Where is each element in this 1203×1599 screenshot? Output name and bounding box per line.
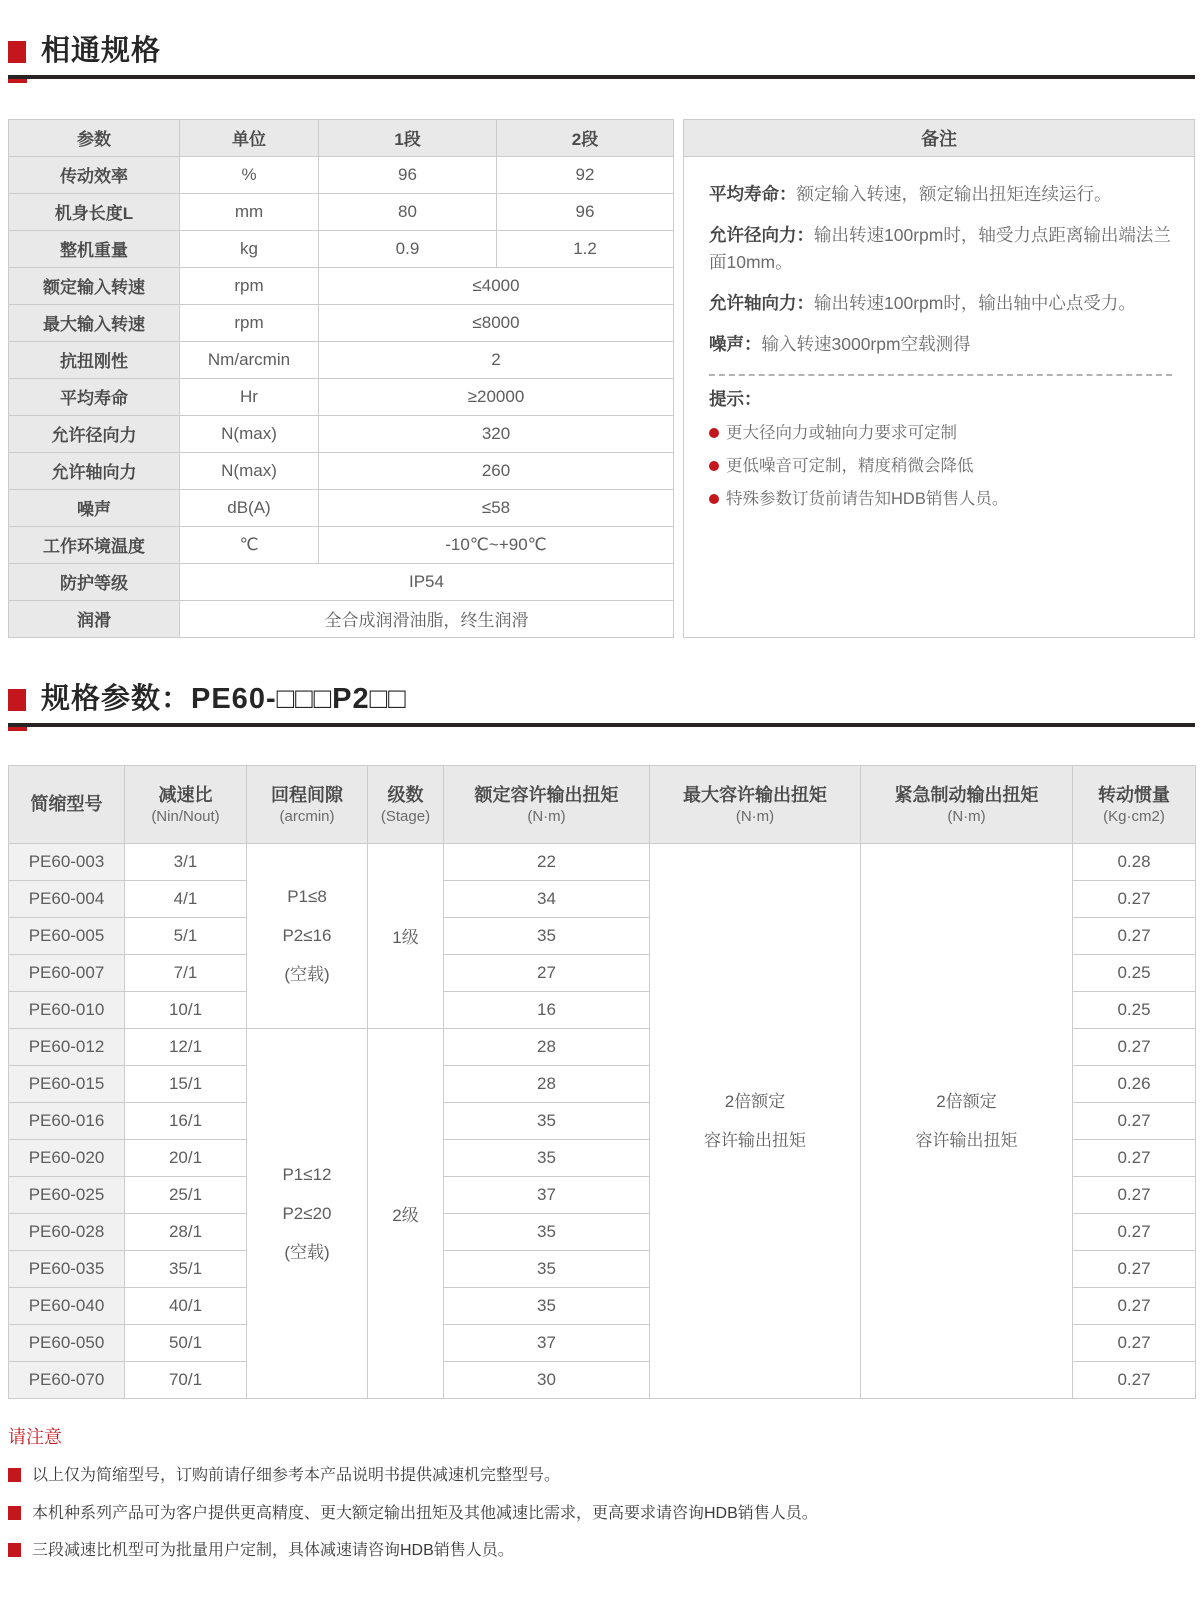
torque-cell: 35: [444, 1213, 650, 1250]
inertia-cell: 0.25: [1073, 991, 1196, 1028]
inertia-cell: 0.27: [1073, 880, 1196, 917]
col-header-max-torque: 最大容许输出扭矩 (N·m): [650, 765, 861, 843]
col-header-unit: 单位: [180, 119, 319, 156]
ratio-cell: 20/1: [125, 1139, 247, 1176]
tips-title: 提示：: [709, 388, 762, 409]
ratio-cell: 12/1: [125, 1028, 247, 1065]
table-row: [9, 563, 674, 600]
tip-item: 更大径向力或轴向力要求可定制: [709, 422, 1172, 444]
torque-cell: 35: [444, 1287, 650, 1324]
remark-paragraph: [709, 222, 1172, 276]
notes-title: 请注意: [8, 1426, 62, 1447]
col-header-backlash: 回程间隙 (arcmin): [247, 765, 368, 843]
table-row: [9, 341, 674, 378]
col-header-rated-torque: 额定容许输出扭矩 (N·m): [444, 765, 650, 843]
common-specs-area: [8, 119, 1195, 638]
section-title: 规格参数：PE60-□□□P2□□: [41, 682, 407, 715]
table-row: [9, 600, 674, 637]
unit-cell: dB(A): [180, 489, 319, 526]
table-row: [9, 415, 674, 452]
table-row: [9, 843, 1196, 880]
red-square-bullet-icon: [8, 1543, 21, 1557]
note-text: 三段减速比机型可为批量用户定制，具体减速请咨询HDB销售人员。: [32, 1542, 514, 1560]
param-label: 噪声: [9, 489, 180, 526]
param-label: 工作环境温度: [9, 526, 180, 563]
note-item: [8, 1466, 1195, 1487]
inertia-cell: 0.27: [1073, 1324, 1196, 1361]
table-row: [9, 489, 674, 526]
stage-group2-cell: 2级: [368, 1028, 444, 1398]
param-label: 额定输入转速: [9, 267, 180, 304]
unit-cell: mm: [180, 193, 319, 230]
inertia-cell: 0.27: [1073, 917, 1196, 954]
inertia-cell: 0.27: [1073, 1176, 1196, 1213]
torque-cell: 28: [444, 1028, 650, 1065]
inertia-cell: 0.27: [1073, 1139, 1196, 1176]
remarks-header: 备注: [684, 120, 1194, 157]
remark-text: 额定输入转速，额定输出扭矩连续运行。: [796, 183, 1112, 204]
backlash-group1-cell: P1≤8 P2≤16 (空载): [247, 843, 368, 1028]
remark-paragraph: [709, 290, 1172, 317]
torque-cell: 35: [444, 1102, 650, 1139]
remark-paragraph: [709, 181, 1172, 208]
model-cell: PE60-004: [9, 880, 125, 917]
remark-text: 输出转速100rpm时，轴受力点距离输出端法兰面10mm。: [709, 225, 1171, 273]
model-cell: PE60-015: [9, 1065, 125, 1102]
ratio-cell: 15/1: [125, 1065, 247, 1102]
torque-cell: 37: [444, 1324, 650, 1361]
table-row: [9, 156, 674, 193]
param-label: 传动效率: [9, 156, 180, 193]
param-label: 平均寿命: [9, 378, 180, 415]
value-cell: 80: [319, 193, 497, 230]
model-cell: PE60-007: [9, 954, 125, 991]
inertia-cell: 0.27: [1073, 1287, 1196, 1324]
torque-cell: 35: [444, 917, 650, 954]
col-header-stage: 级数 (Stage): [368, 765, 444, 843]
col-header-brake-torque: 紧急制动输出扭矩 (N·m): [861, 765, 1073, 843]
model-cell: PE60-020: [9, 1139, 125, 1176]
param-label: 润滑: [9, 600, 180, 637]
value-cell: IP54: [180, 563, 674, 600]
unit-cell: Nm/arcmin: [180, 341, 319, 378]
model-cell: PE60-028: [9, 1213, 125, 1250]
inertia-cell: 0.25: [1073, 954, 1196, 991]
unit-cell: Hr: [180, 378, 319, 415]
value-cell: 96: [497, 193, 674, 230]
red-square-bullet-icon: [8, 41, 26, 63]
red-square-bullet-icon: [8, 689, 26, 711]
table-header-row: [9, 765, 1196, 843]
value-cell: 320: [319, 415, 674, 452]
note-text: 以上仅为简缩型号，订购前请仔细参考本产品说明书提供减速机完整型号。: [32, 1466, 561, 1484]
model-cell: PE60-035: [9, 1250, 125, 1287]
ratio-cell: 4/1: [125, 880, 247, 917]
ratio-cell: 40/1: [125, 1287, 247, 1324]
inertia-cell: 0.27: [1073, 1028, 1196, 1065]
table-row: [9, 378, 674, 415]
backlash-group2-cell: P1≤12 P2≤20 (空载): [247, 1028, 368, 1398]
param-label: 允许径向力: [9, 415, 180, 452]
unit-cell: N(max): [180, 415, 319, 452]
model-cell: PE60-005: [9, 917, 125, 954]
model-cell: PE60-050: [9, 1324, 125, 1361]
ratio-cell: 16/1: [125, 1102, 247, 1139]
value-cell: 96: [319, 156, 497, 193]
torque-cell: 34: [444, 880, 650, 917]
torque-cell: 28: [444, 1065, 650, 1102]
model-cell: PE60-012: [9, 1028, 125, 1065]
model-cell: PE60-070: [9, 1361, 125, 1398]
table-row: [9, 267, 674, 304]
model-cell: PE60-040: [9, 1287, 125, 1324]
table-row: [9, 452, 674, 489]
unit-cell: ℃: [180, 526, 319, 563]
remark-label: 平均寿命：: [709, 183, 797, 204]
note-text: 本机种系列产品可为客户提供更高精度、更大额定输出扭矩及其他减速比需求，更高要求请咨询HDB销售人员。: [32, 1504, 818, 1522]
inertia-cell: 0.27: [1073, 1213, 1196, 1250]
ratio-cell: 70/1: [125, 1361, 247, 1398]
tip-item: 特殊参数订货前请告知HDB销售人员。: [709, 488, 1172, 510]
inertia-cell: 0.28: [1073, 843, 1196, 880]
torque-cell: 30: [444, 1361, 650, 1398]
col-header-stage2: 2段: [497, 119, 674, 156]
note-item: [8, 1541, 1195, 1562]
dashed-separator: [709, 374, 1172, 376]
remarks-body: [684, 157, 1194, 529]
remarks-panel: [683, 119, 1195, 638]
param-label: 防护等级: [9, 563, 180, 600]
remark-text: 输出转速100rpm时，输出轴中心点受力。: [814, 293, 1136, 314]
max-torque-cell: 2倍额定 容许输出扭矩: [650, 843, 861, 1398]
model-cell: PE60-016: [9, 1102, 125, 1139]
torque-cell: 37: [444, 1176, 650, 1213]
inertia-cell: 0.26: [1073, 1065, 1196, 1102]
value-cell: 全合成润滑油脂，终生润滑: [180, 600, 674, 637]
model-cell: PE60-010: [9, 991, 125, 1028]
value-cell: 1.2: [497, 230, 674, 267]
ratio-cell: 7/1: [125, 954, 247, 991]
value-cell: ≤58: [319, 489, 674, 526]
col-header-model: 简缩型号: [9, 765, 125, 843]
col-header-param: 参数: [9, 119, 180, 156]
bottom-notes: [8, 1423, 1195, 1562]
section-header-spec-params: [8, 684, 1195, 727]
remark-label: 允许轴向力：: [709, 293, 814, 314]
torque-cell: 27: [444, 954, 650, 991]
ratio-cell: 35/1: [125, 1250, 247, 1287]
remark-text: 输入转速3000rpm空载测得: [761, 334, 971, 355]
ratio-cell: 10/1: [125, 991, 247, 1028]
inertia-cell: 0.27: [1073, 1102, 1196, 1139]
value-cell: -10℃~+90℃: [319, 526, 674, 563]
inertia-cell: 0.27: [1073, 1250, 1196, 1287]
value-cell: 260: [319, 452, 674, 489]
section-header-common-specs: [8, 36, 1195, 79]
brake-torque-cell: 2倍额定 容许输出扭矩: [861, 843, 1073, 1398]
value-cell: ≤4000: [319, 267, 674, 304]
spec-params-table: [8, 765, 1196, 1399]
tip-item: 更低噪音可定制，精度稍微会降低: [709, 455, 1172, 477]
param-label: 机身长度L: [9, 193, 180, 230]
value-cell: ≥20000: [319, 378, 674, 415]
tips-list: [709, 422, 1172, 511]
param-label: 允许轴向力: [9, 452, 180, 489]
table-row: [9, 526, 674, 563]
value-cell: 0.9: [319, 230, 497, 267]
table-row: [9, 304, 674, 341]
value-cell: 2: [319, 341, 674, 378]
inertia-cell: 0.27: [1073, 1361, 1196, 1398]
ratio-cell: 3/1: [125, 843, 247, 880]
model-cell: PE60-025: [9, 1176, 125, 1213]
unit-cell: rpm: [180, 304, 319, 341]
value-cell: 92: [497, 156, 674, 193]
remark-label: 噪声：: [709, 334, 762, 355]
stage-group1-cell: 1级: [368, 843, 444, 1028]
torque-cell: 22: [444, 843, 650, 880]
col-header-inertia: 转动惯量 (Kg·cm2): [1073, 765, 1196, 843]
unit-cell: N(max): [180, 452, 319, 489]
param-label: 最大输入转速: [9, 304, 180, 341]
ratio-cell: 5/1: [125, 917, 247, 954]
table-row: [9, 193, 674, 230]
unit-cell: %: [180, 156, 319, 193]
ratio-cell: 28/1: [125, 1213, 247, 1250]
col-header-ratio: 减速比 (Nin/Nout): [125, 765, 247, 843]
model-cell: PE60-003: [9, 843, 125, 880]
unit-cell: kg: [180, 230, 319, 267]
ratio-cell: 25/1: [125, 1176, 247, 1213]
section-title: 相通规格: [41, 35, 162, 67]
torque-cell: 35: [444, 1139, 650, 1176]
torque-cell: 16: [444, 991, 650, 1028]
red-square-bullet-icon: [8, 1468, 21, 1482]
torque-cell: 35: [444, 1250, 650, 1287]
ratio-cell: 50/1: [125, 1324, 247, 1361]
param-label: 抗扭刚性: [9, 341, 180, 378]
common-specs-table: [8, 119, 674, 638]
col-header-stage1: 1段: [319, 119, 497, 156]
unit-cell: rpm: [180, 267, 319, 304]
param-label: 整机重量: [9, 230, 180, 267]
remark-paragraph: [709, 331, 1172, 358]
remark-label: 允许径向力：: [709, 225, 814, 246]
table-row: [9, 230, 674, 267]
table-header-row: [9, 119, 674, 156]
red-square-bullet-icon: [8, 1506, 21, 1520]
note-item: [8, 1504, 1195, 1525]
value-cell: ≤8000: [319, 304, 674, 341]
